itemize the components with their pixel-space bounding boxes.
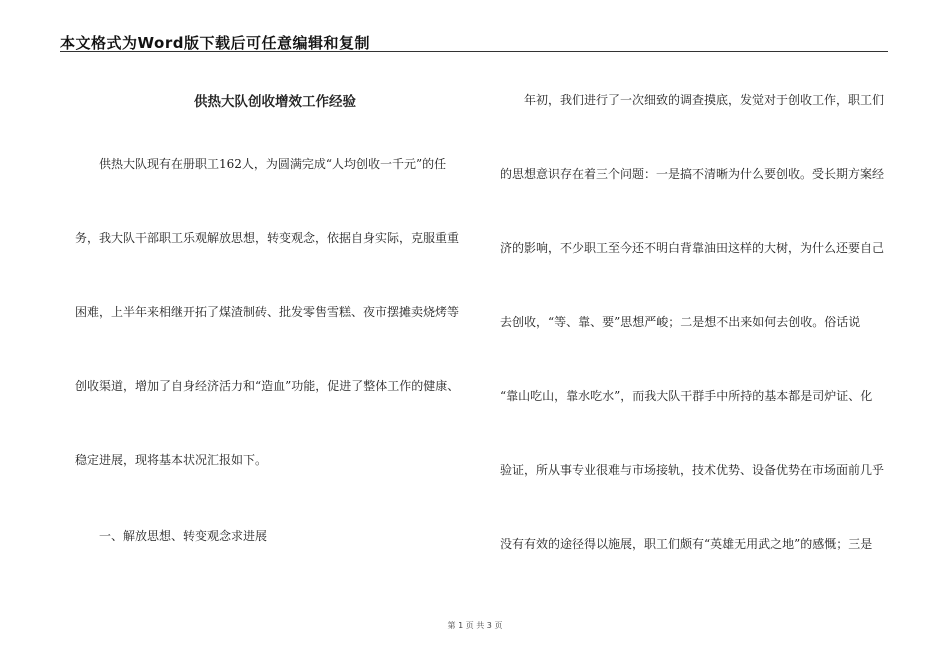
paragraph-line: 验证，所从事专业很难与市场接轨，技术优势、设备优势在市场面前几乎 — [500, 463, 885, 477]
paragraph-line: “靠山吃山，靠水吃水”，而我大队干群手中所持的基本都是司炉证、化 — [500, 389, 873, 403]
paragraph-line: 供热大队现有在册职工162人，为圆满完成“人均创收一千元”的任 — [99, 157, 447, 171]
page-number: 第 1 页 共 3 页 — [447, 621, 503, 630]
section-heading: 一、解放思想、转变观念求进展 — [99, 529, 268, 543]
paragraph-line: 年初，我们进行了一次细致的调查摸底，发觉对于创收工作，职工们 — [524, 93, 885, 107]
paragraph-line: 济的影响，不少职工至今还不明白背靠油田这样的大树，为什么还要自己 — [500, 241, 885, 255]
document-title: 供热大队创收增效工作经验 — [194, 94, 356, 110]
paragraph-line: 去创收，“等、靠、要”思想严峻；二是想不出来如何去创收。俗话说 — [500, 315, 861, 329]
download-banner: 本文格式为Word版下载后可任意编辑和复制 — [60, 34, 370, 52]
paragraph-line: 务，我大队干部职工乐观解放思想，转变观念，依据自身实际，克服重重 — [75, 231, 460, 245]
header-divider — [60, 51, 888, 52]
paragraph-line: 的思想意识存在着三个问题：一是搞不清晰为什么要创收。受长期方案经 — [500, 167, 885, 181]
paragraph-line: 创收渠道，增加了自身经济活力和“造血”功能，促进了整体工作的健康、 — [75, 379, 460, 393]
paragraph-line: 稳定进展，现将基本状况汇报如下。 — [75, 453, 268, 467]
paragraph-line: 没有有效的途径得以施展，职工们颇有“英雄无用武之地”的感慨；三是 — [500, 537, 873, 551]
paragraph-line: 困难，上半年来相继开拓了煤渣制砖、批发零售雪糕、夜市摆摊卖烧烤等 — [75, 305, 460, 319]
